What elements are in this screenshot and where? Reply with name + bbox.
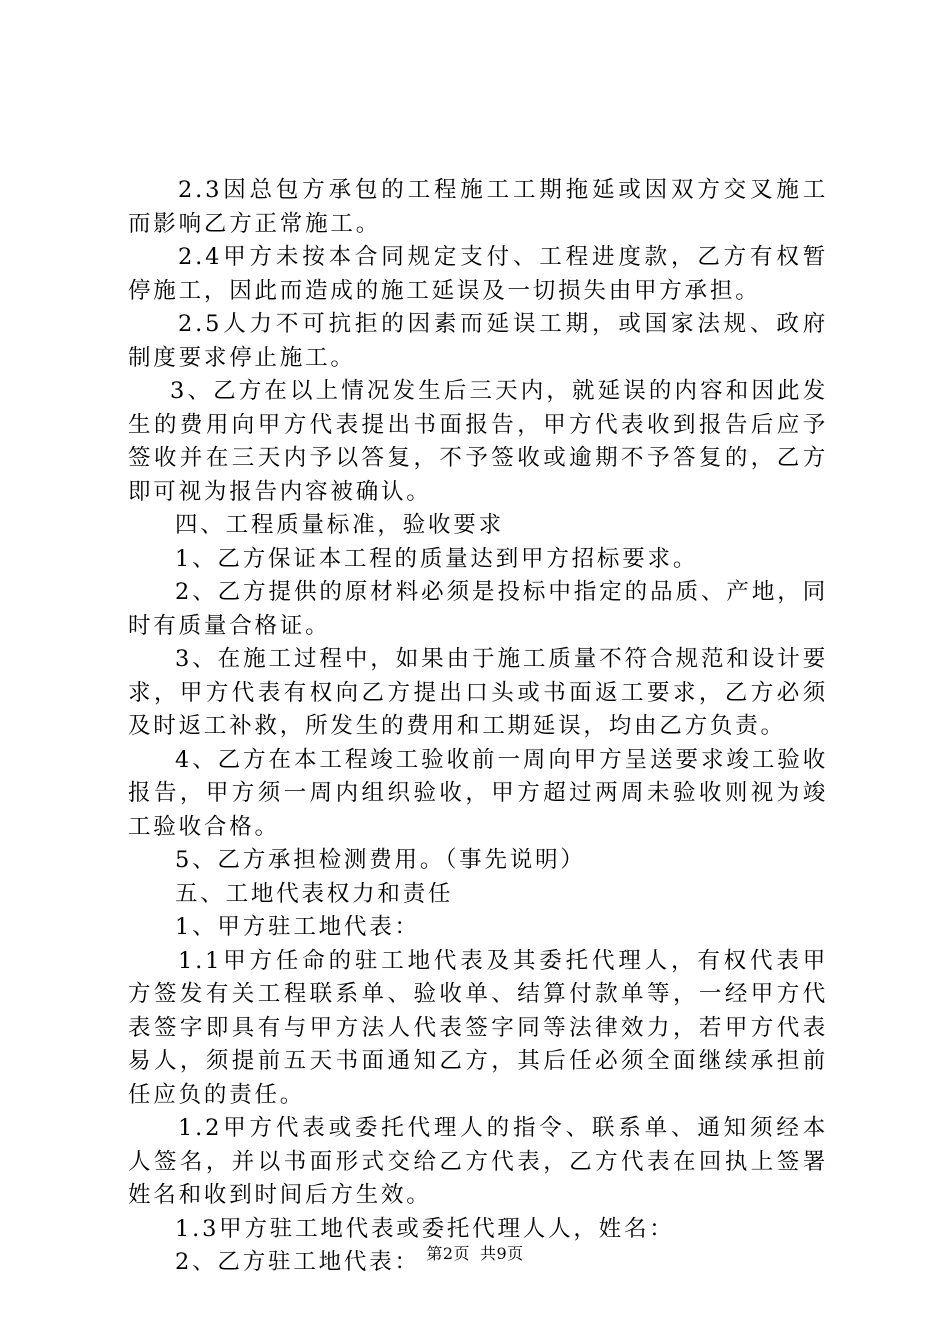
document-body — [128, 174, 828, 1280]
section-heading-site-representative: 五、工地代表权力和责任 — [175, 880, 454, 907]
paragraph-quality-4: 4、乙方在本工程竣工验收前一周向甲方呈送要求竣工验收报告，甲方须一周内组织验收，甲方超过两周未验收则视为竣工验收合格。 — [128, 746, 828, 840]
paragraph-1-2: 1.2甲方代表或委托代理人的指令、联系单、通知须经本人签名，并以书面形式交给乙方代表，乙方代表在回执上签署姓名和收到时间后方生效。 — [128, 1115, 828, 1208]
paragraph-3-delay-report: 3、乙方在以上情况发生后三天内，就延误的内容和因此发生的费用向甲方代表提出书面报告，甲方代表收到报告后应予签收并在三天内予以答复，不予签收或逾期不予答复的，乙方即可视为报告内容被确认。 — [128, 378, 828, 505]
page-footer — [0, 1244, 950, 1264]
paragraph-party-a-representative: 1、甲方驻工地代表： — [175, 914, 420, 940]
paragraph-2-3: 2.3因总包方承包的工程施工工期拖延或因双方交叉施工而影响乙方正常施工。 — [128, 177, 828, 237]
paragraph-party-b-representative: 2、乙方驻工地代表： — [175, 1249, 420, 1275]
section-heading-quality: 四、工程质量标准，验收要求 — [175, 512, 504, 538]
page-number: 第2页 — [426, 1244, 470, 1263]
page-total: 共9页 — [480, 1244, 524, 1263]
paragraph-1-1: 1.1甲方任命的驻工地代表及其委托代理人，有权代表甲方签发有关工程联系单、验收单、结算付款单等，一经甲方代表签字即具有与甲方法人代表签字同等法律效力，若甲方代表易人，须提前五天书面通知乙方，其后任必须全面继续承担前任应负的责任。 — [128, 947, 828, 1108]
paragraph-quality-5: 5、乙方承担检测费用。（事先说明） — [175, 847, 586, 873]
paragraph-quality-1: 1、乙方保证本工程的质量达到甲方招标要求。 — [175, 545, 699, 572]
paragraph-quality-2: 2、乙方提供的原材料必须是投标中指定的品质、产地，同时有质量合格证。 — [128, 579, 828, 639]
paragraph-quality-3: 3、在施工过程中，如果由于施工质量不符合规范和设计要求，甲方代表有权向乙方提出口头或书面返工要求，乙方必须及时返工补救，所发生的费用和工期延误，均由乙方负责。 — [128, 646, 828, 739]
paragraph-1-3: 1.3甲方驻工地代表或委托代理人人，姓名： — [175, 1215, 675, 1242]
paragraph-2-5: 2.5人力不可抗拒的因素而延误工期，或国家法规、政府制度要求停止施工。 — [128, 311, 828, 371]
paragraph-2-4: 2.4甲方未按本合同规定支付、工程进度款，乙方有权暂停施工，因此而造成的施工延误及一切损失由甲方承担。 — [128, 244, 828, 304]
